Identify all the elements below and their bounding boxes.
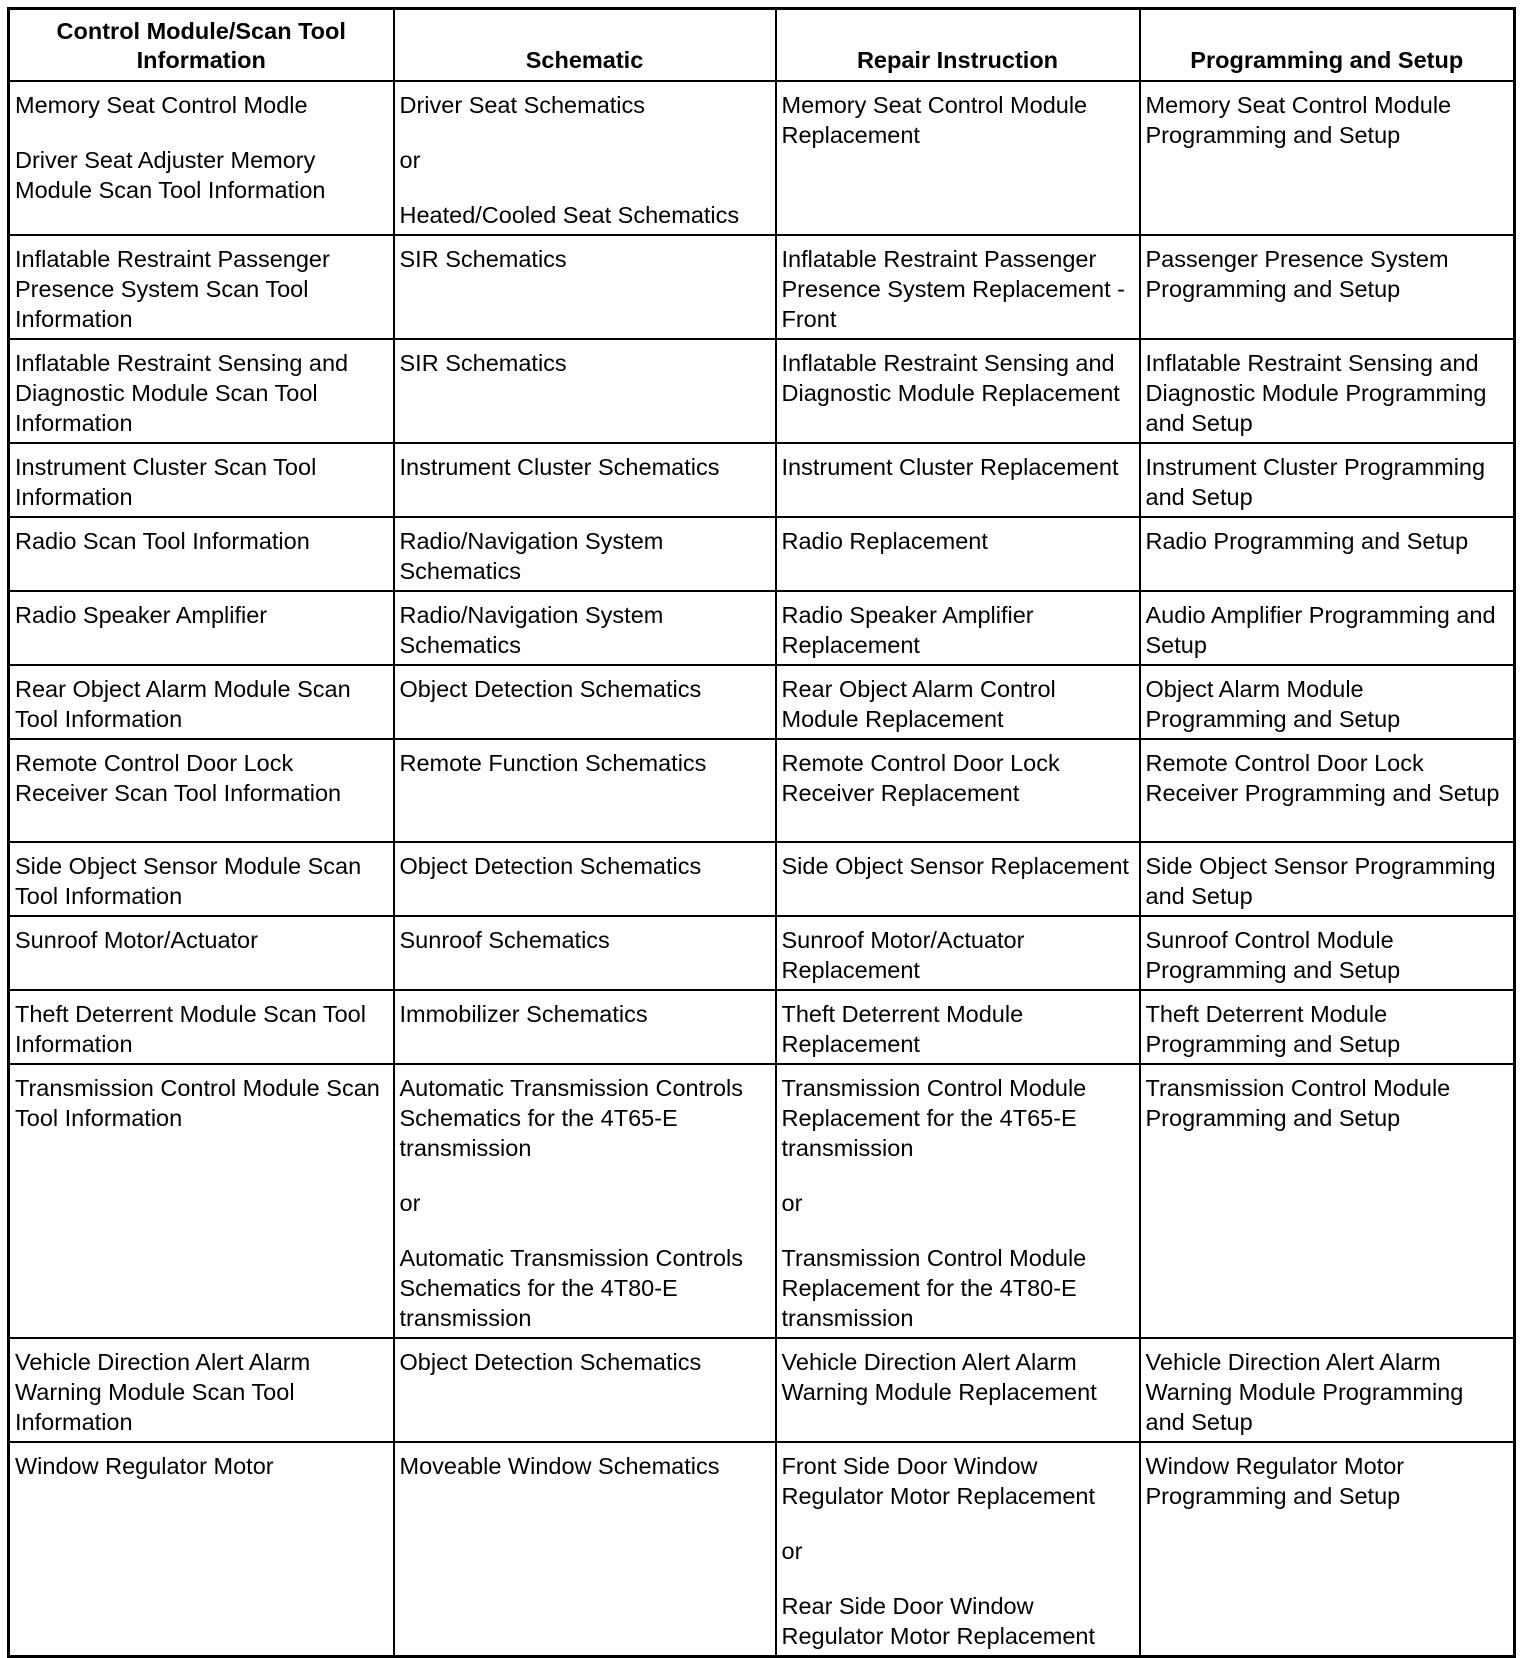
cell-text: Remote Function Schematics bbox=[399, 749, 707, 776]
cell-repair-instruction bbox=[776, 990, 1140, 1064]
cell-schematic bbox=[394, 81, 776, 235]
paragraph-gap bbox=[400, 175, 771, 200]
table-row bbox=[9, 990, 1515, 1064]
cell-text: Remote Control Door Lock Receiver Replacement bbox=[781, 749, 1060, 806]
cell-repair-instruction bbox=[776, 739, 1140, 842]
cell-programming-setup bbox=[1140, 1338, 1515, 1442]
cell-repair-instruction bbox=[776, 443, 1140, 517]
cell-text: Window Regulator Motor Programming and Setup bbox=[1145, 1452, 1405, 1509]
cell-text: Radio Speaker Amplifier bbox=[15, 601, 268, 628]
cell-text: Side Object Sensor Replacement bbox=[781, 852, 1129, 879]
paragraph-gap bbox=[400, 1218, 771, 1243]
cell-schematic bbox=[394, 1064, 776, 1338]
table-row bbox=[9, 842, 1515, 916]
cell-text: or bbox=[399, 1189, 421, 1216]
cell-text: Vehicle Direction Alert Alarm Warning Module Programming and Setup bbox=[1145, 1348, 1464, 1435]
cell-control-module bbox=[9, 339, 394, 443]
cell-control-module bbox=[9, 235, 394, 339]
cell-text: Vehicle Direction Alert Alarm Warning Module Replacement bbox=[781, 1348, 1097, 1405]
header-repair-instruction bbox=[776, 9, 1140, 81]
cell-schematic bbox=[394, 739, 776, 842]
header-schematic-label: Schematic bbox=[525, 46, 644, 73]
table-row bbox=[9, 591, 1515, 665]
table-body bbox=[9, 81, 1515, 1657]
cell-text: Radio Programming and Setup bbox=[1145, 527, 1469, 554]
cell-repair-instruction bbox=[776, 235, 1140, 339]
cell-text: Radio Scan Tool Information bbox=[15, 527, 310, 554]
cell-text: Inflatable Restraint Sensing and Diagnostic Module Replacement bbox=[781, 349, 1120, 406]
cell-text: Front Side Door Window Regulator Motor Replacement bbox=[781, 1452, 1095, 1509]
cell-text: Transmission Control Module Replacement for the 4T80-E transmission bbox=[781, 1244, 1087, 1331]
table-row bbox=[9, 235, 1515, 339]
cell-control-module bbox=[9, 517, 394, 591]
cell-text: Heated/Cooled Seat Schematics bbox=[399, 201, 740, 228]
cell-text: Automatic Transmission Controls Schematics for the 4T80-E transmission bbox=[399, 1244, 743, 1331]
cell-repair-instruction bbox=[776, 916, 1140, 990]
table-row bbox=[9, 443, 1515, 517]
cell-control-module bbox=[9, 842, 394, 916]
cell-text: Theft Deterrent Module Replacement bbox=[781, 1000, 1024, 1057]
cell-text: Driver Seat Adjuster Memory Module Scan Tool Information bbox=[15, 146, 326, 203]
cell-repair-instruction bbox=[776, 517, 1140, 591]
cell-schematic bbox=[394, 990, 776, 1064]
header-schematic bbox=[394, 9, 776, 81]
module-information-table bbox=[7, 7, 1516, 1658]
header-control-module-label: Control Module/Scan Tool Information bbox=[56, 17, 346, 73]
cell-text: Remote Control Door Lock Receiver Programming and Setup bbox=[1145, 749, 1500, 806]
cell-text: Inflatable Restraint Sensing and Diagnostic Module Scan Tool Information bbox=[15, 349, 349, 436]
cell-text: Transmission Control Module Replacement for the 4T65-E transmission bbox=[781, 1074, 1087, 1161]
cell-text: Radio Speaker Amplifier Replacement bbox=[781, 601, 1034, 658]
cell-schematic bbox=[394, 842, 776, 916]
cell-text: Memory Seat Control Module Replacement bbox=[781, 91, 1088, 148]
table-row bbox=[9, 1338, 1515, 1442]
cell-text: Inflatable Restraint Passenger Presence System Replacement - Front bbox=[781, 245, 1126, 332]
cell-text: Instrument Cluster Replacement bbox=[781, 453, 1119, 480]
cell-schematic bbox=[394, 517, 776, 591]
cell-text: Memory Seat Control Modle bbox=[15, 91, 308, 118]
cell-programming-setup bbox=[1140, 842, 1515, 916]
paragraph-gap bbox=[400, 1163, 771, 1188]
cell-text: or bbox=[781, 1189, 803, 1216]
cell-programming-setup bbox=[1140, 665, 1515, 739]
cell-schematic bbox=[394, 235, 776, 339]
cell-text: Sunroof Motor/Actuator Replacement bbox=[781, 926, 1025, 983]
paragraph-gap bbox=[15, 120, 389, 145]
cell-text: Radio/Navigation System Schematics bbox=[399, 527, 664, 584]
cell-text: Rear Side Door Window Regulator Motor Replacement bbox=[781, 1592, 1095, 1649]
cell-repair-instruction bbox=[776, 1064, 1140, 1338]
cell-repair-instruction bbox=[776, 1442, 1140, 1657]
paragraph-gap bbox=[782, 1163, 1135, 1188]
table-row bbox=[9, 339, 1515, 443]
cell-schematic bbox=[394, 443, 776, 517]
cell-text: Object Detection Schematics bbox=[399, 852, 702, 879]
cell-text: SIR Schematics bbox=[399, 349, 567, 376]
cell-control-module bbox=[9, 591, 394, 665]
table-row bbox=[9, 739, 1515, 842]
cell-text: or bbox=[781, 1537, 803, 1564]
cell-text: Radio/Navigation System Schematics bbox=[399, 601, 664, 658]
cell-text: Transmission Control Module Programming and Setup bbox=[1145, 1074, 1451, 1131]
cell-programming-setup bbox=[1140, 443, 1515, 517]
cell-text: Sunroof Control Module Programming and Setup bbox=[1145, 926, 1401, 983]
cell-programming-setup bbox=[1140, 916, 1515, 990]
cell-control-module bbox=[9, 1338, 394, 1442]
cell-text: Instrument Cluster Scan Tool Information bbox=[15, 453, 317, 510]
cell-text: Object Detection Schematics bbox=[399, 1348, 702, 1375]
table-row bbox=[9, 517, 1515, 591]
cell-schematic bbox=[394, 916, 776, 990]
cell-text: Remote Control Door Lock Receiver Scan Tool Information bbox=[15, 749, 342, 806]
cell-programming-setup bbox=[1140, 235, 1515, 339]
table-row bbox=[9, 916, 1515, 990]
cell-text: or bbox=[399, 146, 421, 173]
table-row bbox=[9, 665, 1515, 739]
cell-text: Moveable Window Schematics bbox=[399, 1452, 720, 1479]
header-programming-setup-label: Programming and Setup bbox=[1190, 46, 1464, 73]
header-row bbox=[9, 9, 1515, 81]
cell-repair-instruction bbox=[776, 339, 1140, 443]
cell-control-module bbox=[9, 916, 394, 990]
paragraph-gap bbox=[782, 1218, 1135, 1243]
cell-schematic bbox=[394, 591, 776, 665]
cell-text: Vehicle Direction Alert Alarm Warning Module Scan Tool Information bbox=[15, 1348, 311, 1435]
cell-text: Immobilizer Schematics bbox=[399, 1000, 648, 1027]
cell-repair-instruction bbox=[776, 842, 1140, 916]
cell-control-module bbox=[9, 739, 394, 842]
cell-text: Sunroof Schematics bbox=[399, 926, 610, 953]
cell-programming-setup bbox=[1140, 1442, 1515, 1657]
cell-control-module bbox=[9, 81, 394, 235]
cell-text: Instrument Cluster Schematics bbox=[399, 453, 720, 480]
cell-text: Memory Seat Control Module Programming and Setup bbox=[1145, 91, 1452, 148]
cell-programming-setup bbox=[1140, 81, 1515, 235]
cell-text: Window Regulator Motor bbox=[15, 1452, 274, 1479]
cell-text: Passenger Presence System Programming and Setup bbox=[1145, 245, 1449, 302]
cell-repair-instruction bbox=[776, 81, 1140, 235]
cell-text: Rear Object Alarm Module Scan Tool Information bbox=[15, 675, 351, 732]
cell-programming-setup bbox=[1140, 339, 1515, 443]
cell-text: Automatic Transmission Controls Schematics for the 4T65-E transmission bbox=[399, 1074, 743, 1161]
cell-control-module bbox=[9, 1064, 394, 1338]
cell-control-module bbox=[9, 443, 394, 517]
table-row bbox=[9, 1442, 1515, 1657]
cell-text: Inflatable Restraint Passenger Presence System Scan Tool Information bbox=[15, 245, 330, 332]
header-repair-instruction-label: Repair Instruction bbox=[856, 46, 1059, 73]
cell-control-module bbox=[9, 990, 394, 1064]
cell-control-module bbox=[9, 665, 394, 739]
paragraph-gap bbox=[782, 1566, 1135, 1591]
paragraph-gap bbox=[400, 120, 771, 145]
header-programming-setup bbox=[1140, 9, 1515, 81]
cell-programming-setup bbox=[1140, 591, 1515, 665]
cell-programming-setup bbox=[1140, 1064, 1515, 1338]
cell-text: Driver Seat Schematics bbox=[399, 91, 646, 118]
cell-text: Theft Deterrent Module Scan Tool Information bbox=[15, 1000, 366, 1057]
cell-text: Sunroof Motor/Actuator bbox=[15, 926, 258, 953]
cell-text: Object Alarm Module Programming and Setup bbox=[1145, 675, 1401, 732]
cell-schematic bbox=[394, 665, 776, 739]
cell-text: Instrument Cluster Programming and Setup bbox=[1145, 453, 1486, 510]
cell-repair-instruction bbox=[776, 665, 1140, 739]
cell-text: SIR Schematics bbox=[399, 245, 567, 272]
cell-text: Inflatable Restraint Sensing and Diagnostic Module Programming and Setup bbox=[1145, 349, 1487, 436]
cell-programming-setup bbox=[1140, 739, 1515, 842]
cell-text: Transmission Control Module Scan Tool Information bbox=[15, 1074, 380, 1131]
cell-text: Audio Amplifier Programming and Setup bbox=[1145, 601, 1496, 658]
cell-text: Side Object Sensor Module Scan Tool Information bbox=[15, 852, 362, 909]
table-row bbox=[9, 81, 1515, 235]
cell-schematic bbox=[394, 1442, 776, 1657]
cell-text: Object Detection Schematics bbox=[399, 675, 702, 702]
cell-schematic bbox=[394, 1338, 776, 1442]
cell-text: Radio Replacement bbox=[781, 527, 988, 554]
header-control-module bbox=[9, 9, 394, 81]
cell-repair-instruction bbox=[776, 1338, 1140, 1442]
cell-programming-setup bbox=[1140, 517, 1515, 591]
table-row bbox=[9, 1064, 1515, 1338]
paragraph-gap bbox=[782, 1511, 1135, 1536]
cell-programming-setup bbox=[1140, 990, 1515, 1064]
cell-schematic bbox=[394, 339, 776, 443]
cell-repair-instruction bbox=[776, 591, 1140, 665]
cell-text: Theft Deterrent Module Programming and Setup bbox=[1145, 1000, 1401, 1057]
cell-text: Rear Object Alarm Control Module Replacement bbox=[781, 675, 1056, 732]
cell-control-module bbox=[9, 1442, 394, 1657]
cell-text: Side Object Sensor Programming and Setup bbox=[1145, 852, 1496, 909]
